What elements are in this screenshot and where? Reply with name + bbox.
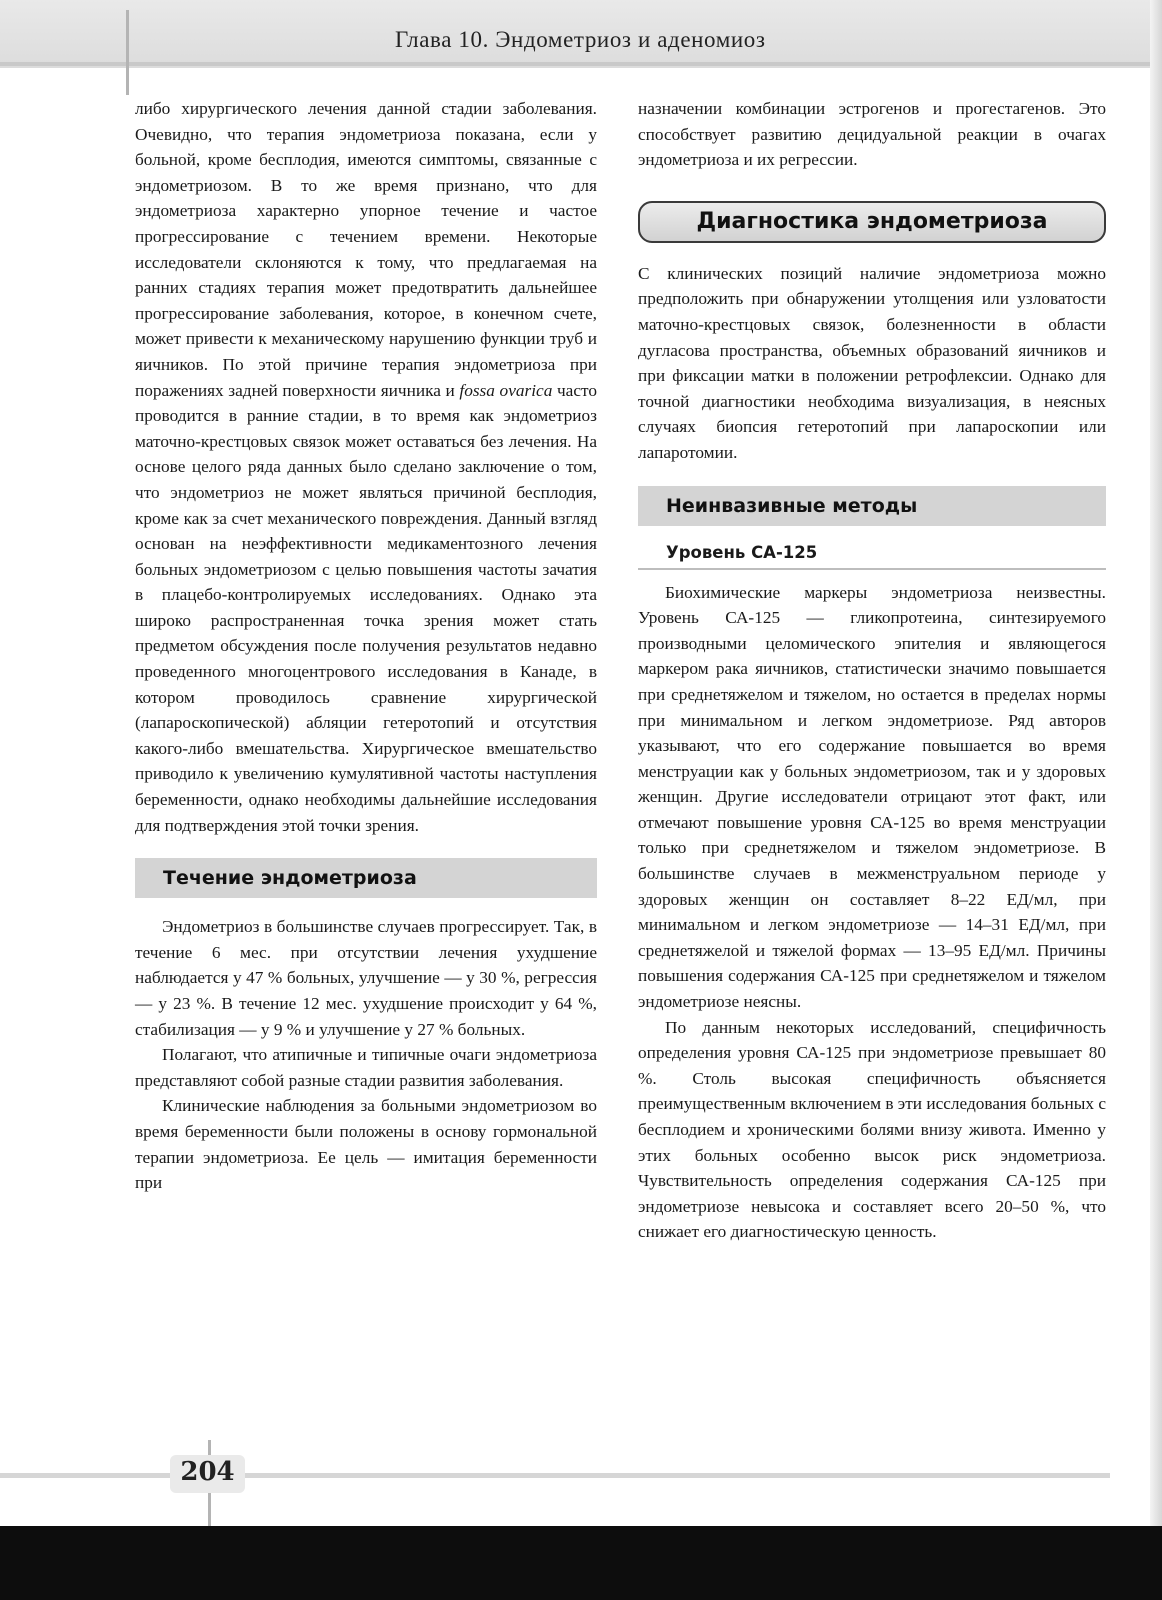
course-paragraph-3: Клинические наблюдения за больными эндометриозом во время беременности были положены в основу гормональной терапии эндометриоза. Ее цель — имитация беременности при xyxy=(135,1096,597,1193)
continuation-paragraph: назначении комбинации эстрогенов и прогестагенов. Это способствует развитию децидуальной реакции в очагах эндометриоза и их регрессии. xyxy=(638,99,1106,170)
subheading-ca125: Уровень СА-125 xyxy=(638,542,1106,570)
scan-bottom-band xyxy=(0,1526,1162,1600)
course-paragraph-2: Полагают, что атипичные и типичные очаги эндометриоза представляют собой разные стадии развития заболевания. xyxy=(135,1045,597,1090)
left-margin-tick xyxy=(126,10,129,95)
intro-text-end: часто проводится в ранние стадии, в то время как эндометриоз маточно-крестцовых связок может оставаться без лечения. На основе целого ряда данных было сделано заключение о том, что эндометриоз не может являться причиной бесплодия, кроме как за счет механического повреждения. Данный взгляд основан на неэффективности медикаментозного лечения больных эндометриозом с целью повышения частоты зачатия в плацебо-контролируемых исследованиях. Однако эта широко распространенная точка зрения может стать предметом обсуждения после получения результатов недавно проведенного многоцентрового исследования в Канаде, в котором проводилось сравнение хирургической (лапароскопической) абляции гетеротопий и отсутствия какого-либо вмешательства. Хирургическое вмешательство приводило к увеличению кумулятивной частоты наступления беременности, однако необходимы дальнейшие исследования для подтверждения этой точки зрения. xyxy=(135,380,597,835)
intro-text: либо хирургического лечения данной стадии заболевания. Очевидно, что терапия эндометриоза показана, если у больной, кроме бесплодия, имеются симптомы, связанные с эндометриозом. В то же время признано, что для эндометриоза характерно упорное течение и частое прогрессирование с течением времени. Некоторые исследователи склоняются к тому, что предлагаемая на ранних стадиях терапия может предотвратить дальнейшее прогрессирование заболевания, которое, в конечном счете, может привести к механическому нарушению функции труб и яичников. По этой причине терапия эндометриоза при поражениях задней поверхности яичника и xyxy=(135,99,597,400)
section-heading-noninvasive: Неинвазивные методы xyxy=(638,486,1106,526)
page-edge-shadow xyxy=(1150,0,1162,1600)
page-number: 204 xyxy=(180,1457,235,1487)
section-heading-diagnostics: Диагностика эндометриоза xyxy=(638,201,1106,243)
header-rule xyxy=(0,62,1150,66)
fossa-ovarica-term: fossa ovarica xyxy=(459,380,553,400)
section-heading-course: Течение эндометриоза xyxy=(135,858,597,898)
footer-rule xyxy=(0,1473,1110,1478)
chapter-title: Глава 10. Эндометриоз и аденомиоз xyxy=(395,27,766,52)
ca125-paragraph-1: Биохимические маркеры эндометриоза неизвестны. Уровень СА-125 — гликопротеина, синтезируемого производными целомического эпителия и являющегося маркером рака яичников, статистически значимо повышается при среднетяжелом и тяжелом, но остается в пределах нормы при минимальном и легком эндометриозе. Ряд авторов указывают, что его содержание повышается во время менструации как у больных эндометриозом, так и у здоровых женщин. Другие исследователи отрицают этот факт, или отмечают повышение уровня СА-125 во время менструации только при среднетяжелом и тяжелом эндометриозе. В большинстве случаев в межменструальном периоде у здоровых женщин он составляет 8–22 ЕД/мл, при минимальном и легком эндометриозе — 14–31 ЕД/мл, при среднетяжелой и тяжелой формах — 13–95 ЕД/мл. Причины повышения содержания СА-125 при среднетяжелом и тяжелом эндометриозе неясны. xyxy=(638,582,1106,1012)
ca125-paragraph-2: По данным некоторых исследований, специфичность определения уровня СА-125 при эндометриозе превышает 80 %. Столь высокая специфичность объясняется преимущественным включением в эти исследования больных с бесплодием и хроническими болями внизу живота. Именно у этих больных особенно высок риск эндометриоза. Чувствительность определения содержания СА-125 при эндометриозе невысока и составляет всего 20–50 %, что снижает его диагностическую ценность. xyxy=(638,1017,1106,1242)
left-column xyxy=(135,96,597,1196)
diagnostics-paragraph: С клинических позиций наличие эндометриоза можно предположить при обнаружении утолщения или узловатости маточно-крестцовых связок, болезненности в области дугласова пространства, объемных образований яичников и при фиксации матки в положении ретрофлексии. Однако для точной диагностики необходима визуализация, в неясных случаях биопсия гетеротопий при лапароскопии или лапаротомии. xyxy=(638,263,1106,462)
course-paragraph-1: Эндометриоз в большинстве случаев прогрессирует. Так, в течение 6 мес. при отсутствии лечения ухудшение наблюдается у 47 % больных, улучшение — у 30 %, регрессия — у 23 %. В течение 12 мес. ухудшение происходит у 64 %, стабилизация — у 9 % и улучшение у 27 % больных. xyxy=(135,917,597,1039)
right-column xyxy=(638,96,1106,1245)
intro-paragraph xyxy=(135,96,597,838)
